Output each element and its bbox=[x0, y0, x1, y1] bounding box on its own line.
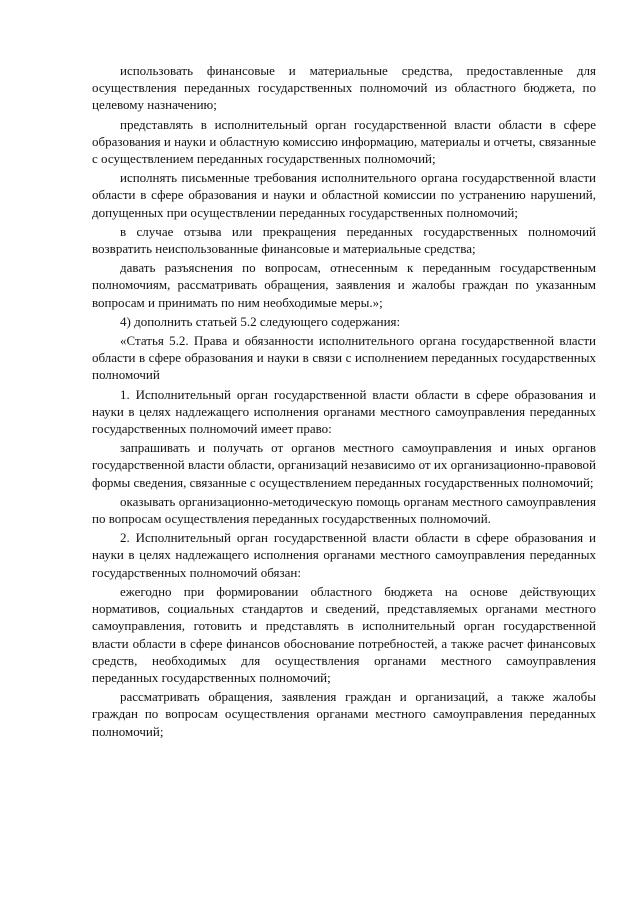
paragraph-4: в случае отзыва или прекращения переданных государственных полномочий возвратить неиспользованные финансовые и материальные средства; bbox=[92, 223, 596, 257]
paragraph-8: 1. Исполнительный орган государственной власти области в сфере образования и науки в целях надлежащего исполнения органами местного самоуправления переданных государственных полномочий имеет право: bbox=[92, 386, 596, 437]
paragraph-9: запрашивать и получать от органов местного самоуправления и иных органов государственной власти области, организаций независимо от их организационно-правовой формы сведения, связанные с осуществлением переданных государственных полномочий; bbox=[92, 440, 596, 490]
paragraph-1: использовать финансовые и материальные средства, предоставленные для осуществления переданных государственных полномочий из областного бюджета, по целевому назначению; bbox=[92, 63, 596, 113]
paragraph-3: исполнять письменные требования исполнительного органа государственной власти области в сфере образования и науки и областной комиссии по устранению нарушений, допущенных при осуществлении переданных государственных полномочий; bbox=[92, 170, 596, 220]
article-heading: «Статья 5.2. Права и обязанности исполнительного органа государственной власти области в сфере образования и науки в связи с исполнением переданных государственных полномочий bbox=[92, 333, 596, 383]
paragraph-5: давать разъяснения по вопросам, отнесенным к переданным государственным полномочиям, рассматривать обращения, заявления и жалобы граждан по указанным вопросам и принимать по ним необходимые меры.»; bbox=[92, 260, 596, 310]
paragraph-6: 4) дополнить статьей 5.2 следующего содержания: bbox=[120, 313, 401, 329]
paragraph-12: ежегодно при формировании областного бюджета на основе действующих нормативов, социальных стандартов и сведений, представляемых органами местного самоуправления, готовить и представлять в исполнительный орган государственной власти области в сфере финансов обоснование потребностей, а также расчет финансовых средств, необходимых для осуществления органами местного самоуправления переданных государственных полномочий; bbox=[92, 583, 596, 685]
paragraph-2: представлять в исполнительный орган государственной власти области в сфере образования и науки и областную комиссию информацию, материалы и отчеты, связанные с осуществлением переданных государственных полномочий; bbox=[92, 116, 596, 167]
paragraph-11: 2. Исполнительный орган государственной власти области в сфере образования и науки в целях надлежащего исполнения органами местного самоуправления переданных государственных полномочий обязан: bbox=[92, 530, 596, 580]
paragraph-10: оказывать организационно-методическую помощь органам местного самоуправления по вопросам осуществления переданных государственных полномочий. bbox=[92, 493, 596, 527]
paragraph-13: рассматривать обращения, заявления граждан и организаций, а также жалобы граждан по вопросам осуществления органами местного самоуправления переданных полномочий; bbox=[92, 689, 596, 739]
